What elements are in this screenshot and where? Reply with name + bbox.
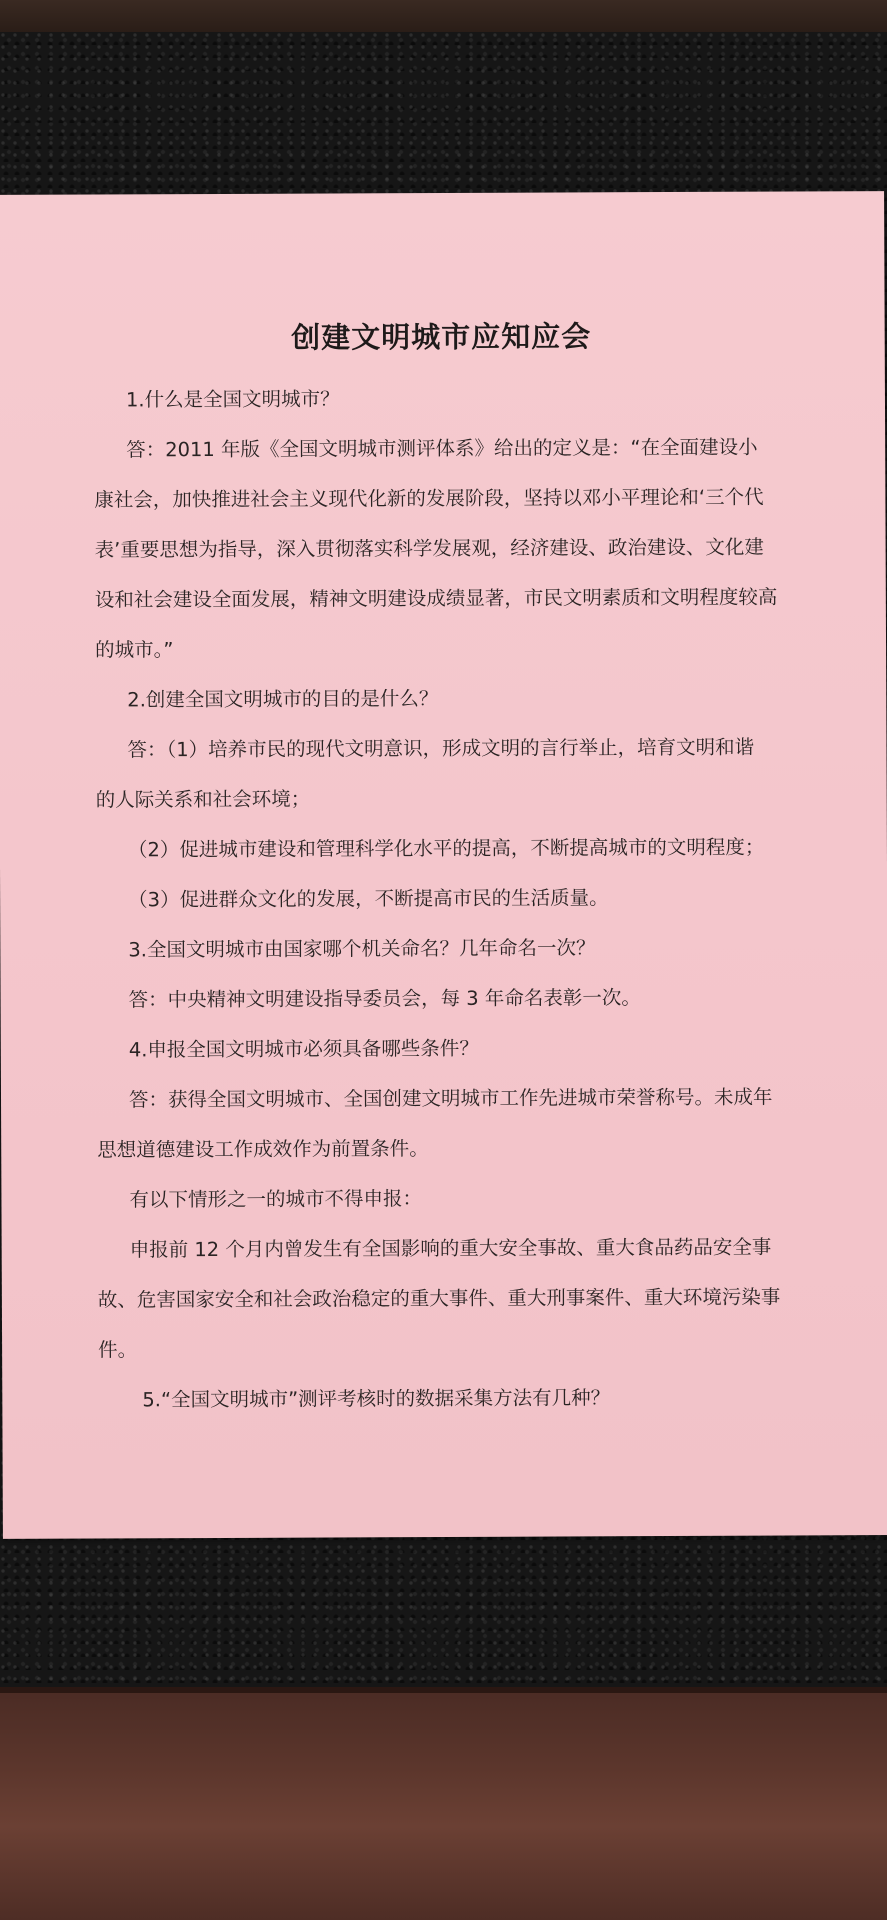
answer-1-line-3: 表’重要思想为指导，深入贯彻落实科学发展观，经济建设、政治建设、文化建 bbox=[94, 535, 764, 562]
answer-4-line-4: 申报前 12 个月内曾发生有全国影响的重大安全事故、重大食品药品安全事 bbox=[129, 1235, 772, 1262]
answer-2-item-2: （2）促进城市建设和管理科学化水平的提高，不断提高城市的文明程度； bbox=[127, 835, 765, 862]
answer-1-line-1: 答：2011 年版《全国文明城市测评体系》给出的定义是：“在全面建设小 bbox=[126, 435, 758, 462]
answer-4-line-1: 答：获得全国文明城市、全国创建文明城市工作先进城市荣誉称号。未成年 bbox=[128, 1085, 773, 1112]
background-wood-table bbox=[0, 1687, 887, 1920]
question-1: 1.什么是全国文明城市？ bbox=[125, 387, 340, 412]
answer-2-line-2: 的人际关系和社会环境； bbox=[95, 787, 311, 812]
answer-4-line-6: 件。 bbox=[98, 1338, 138, 1362]
question-2: 2.创建全国文明城市的目的是什么？ bbox=[127, 687, 439, 712]
document-title: 创建文明城市应知应会 bbox=[291, 319, 592, 355]
question-3: 3.全国文明城市由国家哪个机关命名？几年命名一次？ bbox=[128, 936, 596, 962]
answer-1-line-2: 康社会，加快推进社会主义现代化新的发展阶段，坚持以邓小平理论和‘三个代 bbox=[94, 485, 764, 512]
answer-2-line-1: 答：（1）培养市民的现代文明意识，形成文明的言行举止，培育文明和谐 bbox=[127, 735, 755, 762]
answer-2-item-3: （3）促进群众文化的发展，不断提高市民的生活质量。 bbox=[128, 886, 609, 912]
answer-3: 答：中央精神文明建设指导委员会，每 3 年命名表彰一次。 bbox=[128, 986, 641, 1012]
answer-1-line-4: 设和社会建设全面发展，精神文明建设成绩显著，市民文明素质和文明程度较高 bbox=[94, 585, 778, 612]
question-4: 4.申报全国文明城市必须具备哪些条件？ bbox=[128, 1036, 479, 1062]
background-wood-top bbox=[0, 0, 887, 32]
question-5: 5.“全国文明城市”测评考核时的数据采集方法有几种？ bbox=[142, 1386, 611, 1412]
answer-4-line-5: 故、危害国家安全和社会政治稳定的重大事件、重大刑事案件、重大环境污染事 bbox=[97, 1285, 781, 1312]
answer-1-line-5: 的城市。” bbox=[95, 638, 174, 662]
pink-document-page bbox=[0, 191, 887, 1539]
answer-4-line-2: 思想道德建设工作成效作为前置条件。 bbox=[97, 1137, 429, 1162]
answer-4-line-3: 有以下情形之一的城市不得申报： bbox=[129, 1187, 423, 1212]
